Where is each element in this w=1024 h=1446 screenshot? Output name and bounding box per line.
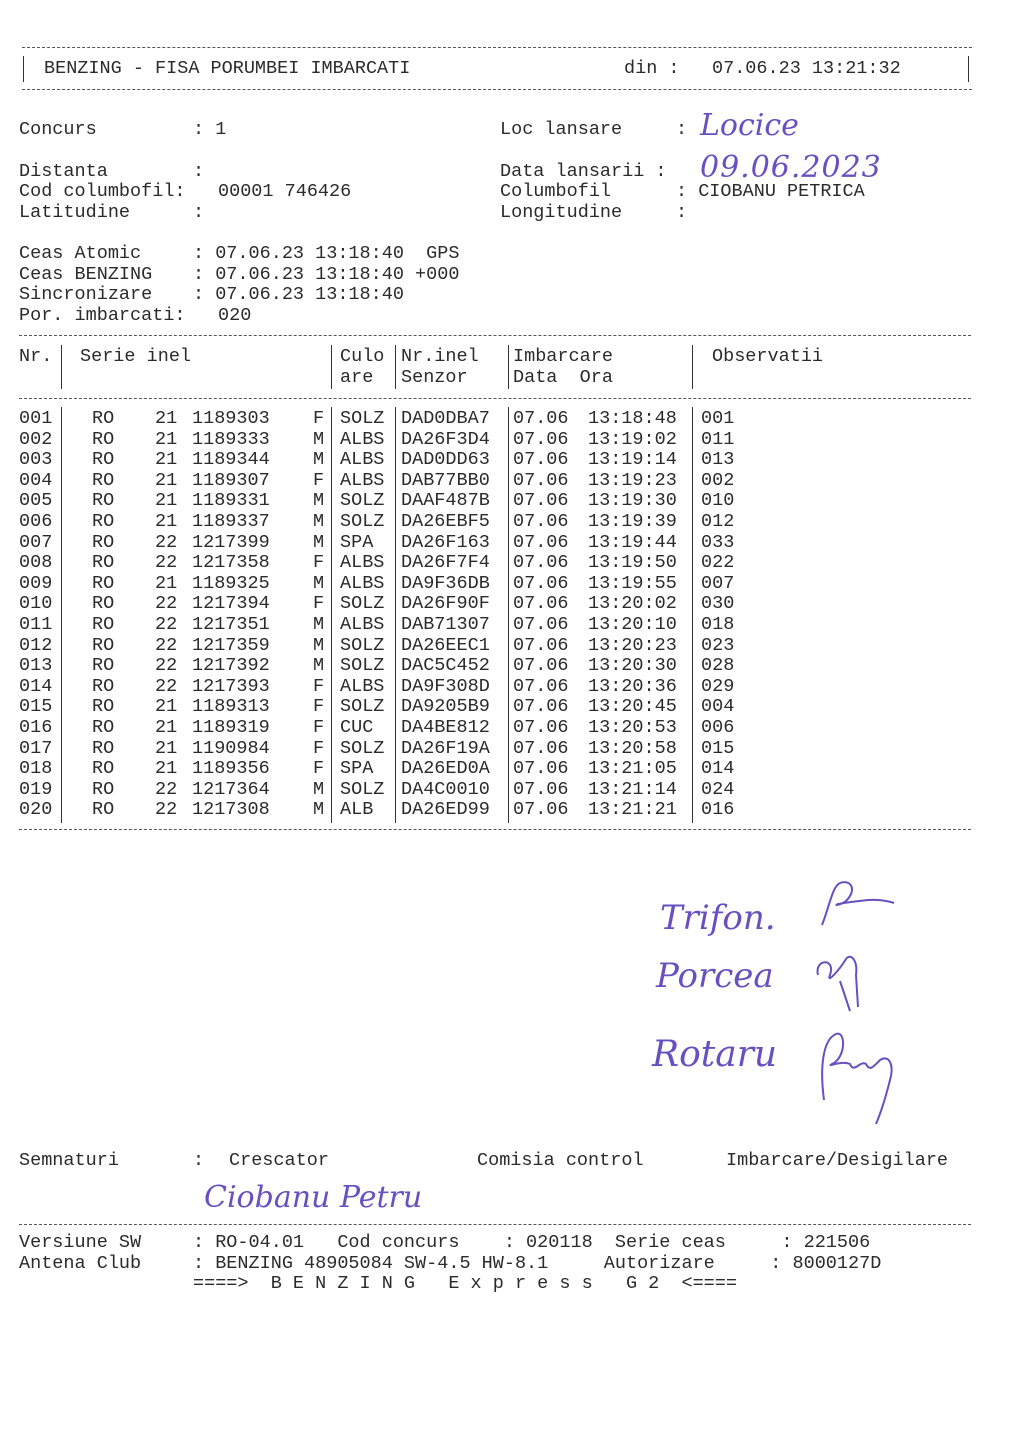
col-sep — [508, 407, 509, 823]
cell-date: 07.06 — [513, 758, 569, 780]
cell-date: 07.06 — [513, 778, 569, 800]
cell-ring: 1217359 — [192, 634, 270, 656]
cell-sex: F — [313, 717, 325, 738]
cell-date: 07.06 — [513, 655, 569, 677]
col-sep — [692, 345, 693, 389]
col-sep — [331, 407, 332, 823]
cell-sex: F — [313, 737, 325, 759]
imbarcare-desigilare-label: Imbarcare/Desigilare — [726, 1150, 949, 1171]
cell-obs: 004 — [701, 696, 735, 718]
cell-sex: M — [313, 799, 325, 821]
handwritten-name-3: Rotaru — [652, 1034, 778, 1075]
cell-ring: 1189307 — [192, 469, 270, 491]
col-sep — [395, 407, 396, 823]
cell-color: CUC — [340, 717, 374, 738]
cell-obs: 016 — [701, 799, 735, 821]
cell-obs: 033 — [701, 531, 735, 553]
cell-ring: 1189344 — [192, 449, 270, 471]
cell-obs: 001 — [701, 408, 735, 429]
cell-time: 13:20:58 — [588, 737, 677, 759]
cell-obs: 012 — [701, 511, 735, 532]
cell-nr: 018 — [19, 758, 53, 780]
cell-time: 13:19:44 — [588, 531, 677, 553]
cell-sex: M — [313, 634, 325, 656]
cell-sensor: DA26F163 — [401, 531, 490, 553]
cell-sex: F — [313, 675, 325, 697]
cell-country: RO — [92, 593, 115, 615]
signature-2 — [800, 945, 880, 1015]
signature-1 — [810, 875, 910, 935]
cell-time: 13:20:36 — [588, 675, 677, 697]
cell-obs: 011 — [701, 428, 735, 450]
cell-country: RO — [92, 737, 115, 759]
data-lansarii-handwritten: 09.06.2023 — [700, 150, 882, 185]
cod-columbofil-value: 00001 746426 — [218, 181, 352, 202]
cell-ring: 1217399 — [192, 531, 270, 553]
header-imbarcare-2: Data Ora — [513, 367, 613, 388]
cell-time: 13:19:55 — [588, 572, 677, 594]
cell-year: 22 — [155, 655, 178, 677]
cell-country: RO — [92, 799, 115, 821]
cell-sensor: DA26ED0A — [401, 758, 490, 780]
cell-country: RO — [92, 428, 115, 450]
longitudine-value: : — [676, 202, 688, 223]
cell-obs: 007 — [701, 572, 735, 594]
header-imbarcare-1: Imbarcare — [513, 346, 613, 367]
concurs-value: : 1 — [193, 119, 227, 140]
cell-ring: 1189319 — [192, 717, 270, 738]
cell-obs: 015 — [701, 737, 735, 759]
cell-ring: 1189303 — [192, 408, 270, 429]
cell-ring: 1189313 — [192, 696, 270, 718]
header-nr-inel-2: Senzor — [401, 367, 468, 388]
header-culoare-2: are — [340, 367, 374, 388]
cell-time: 13:20:23 — [588, 634, 677, 656]
cell-nr: 011 — [19, 614, 53, 635]
col-sep — [692, 407, 693, 823]
cell-ring: 1217308 — [192, 799, 270, 821]
cell-year: 21 — [155, 469, 178, 491]
header-serie-inel: Serie inel — [80, 346, 192, 367]
cell-obs: 006 — [701, 717, 735, 738]
cell-date: 07.06 — [513, 449, 569, 471]
cell-year: 21 — [155, 511, 178, 532]
cell-year: 21 — [155, 737, 178, 759]
crescator-label: Crescator — [229, 1150, 329, 1171]
cell-time: 13:19:02 — [588, 428, 677, 450]
cell-date: 07.06 — [513, 737, 569, 759]
cell-year: 21 — [155, 758, 178, 780]
cell-nr: 010 — [19, 593, 53, 615]
cell-nr: 008 — [19, 552, 53, 574]
cell-color: SOLZ — [340, 778, 385, 800]
cell-sex: F — [313, 469, 325, 491]
cell-obs: 018 — [701, 614, 735, 635]
cell-year: 22 — [155, 675, 178, 697]
cell-country: RO — [92, 614, 115, 635]
cell-country: RO — [92, 717, 115, 738]
handwritten-name-1: Trifon. — [660, 898, 776, 938]
cell-country: RO — [92, 449, 115, 471]
cell-sensor: DA4BE812 — [401, 717, 490, 738]
antena-label: Antena Club — [19, 1253, 142, 1274]
cell-year: 21 — [155, 490, 178, 512]
ceas-atomic-label: Ceas Atomic — [19, 243, 142, 264]
sincronizare-value: : 07.06.23 13:18:40 — [193, 284, 404, 305]
loc-lansare-handwritten: Locice — [700, 108, 799, 143]
cell-time: 13:20:45 — [588, 696, 677, 718]
cell-color: SOLZ — [340, 696, 385, 718]
cell-date: 07.06 — [513, 428, 569, 450]
header-nr-inel-1: Nr.inel — [401, 346, 479, 367]
cell-nr: 014 — [19, 675, 53, 697]
loc-lansare-label: Loc lansare — [500, 119, 623, 140]
cell-sex: M — [313, 614, 325, 635]
loc-lansare-sep: : — [676, 119, 688, 140]
cell-color: SOLZ — [340, 593, 385, 615]
cell-country: RO — [92, 531, 115, 553]
cell-ring: 1217394 — [192, 593, 270, 615]
cell-sensor: DA26EEC1 — [401, 634, 490, 656]
cell-sex: M — [313, 572, 325, 594]
cell-sex: F — [313, 408, 325, 429]
cell-date: 07.06 — [513, 469, 569, 491]
concurs-label: Concurs — [19, 119, 97, 140]
header-left-border — [23, 56, 24, 82]
cell-sensor: DA26F7F4 — [401, 552, 490, 574]
cell-obs: 014 — [701, 758, 735, 780]
header-nr: Nr. — [19, 346, 53, 367]
cell-color: SOLZ — [340, 408, 385, 429]
por-imbarcati-value: 020 — [218, 305, 252, 326]
cell-sex: F — [313, 552, 325, 574]
cod-columbofil-label: Cod columbofil: — [19, 181, 186, 202]
ceas-atomic-value: : 07.06.23 13:18:40 GPS — [193, 243, 460, 264]
semnaturi-label: Semnaturi — [19, 1150, 119, 1171]
ceas-benzing-value: : 07.06.23 13:18:40 +000 — [193, 264, 460, 285]
document-title: BENZING - FISA PORUMBEI IMBARCATI — [44, 58, 411, 79]
crescator-signature: Ciobanu Petru — [204, 1180, 423, 1215]
cell-country: RO — [92, 634, 115, 656]
cell-obs: 030 — [701, 593, 735, 615]
cell-time: 13:21:21 — [588, 799, 677, 821]
header-bottom-border — [22, 89, 972, 90]
por-imbarcati-label: Por. imbarcati: — [19, 305, 186, 326]
antena-value: : BENZING 48905084 SW-4.5 HW-8.1 Autorizare : 8000127D — [193, 1253, 882, 1274]
cell-sensor: DAB77BB0 — [401, 469, 490, 491]
cell-time: 13:18:48 — [588, 408, 677, 429]
cell-date: 07.06 — [513, 572, 569, 594]
cell-color: ALBS — [340, 552, 385, 574]
cell-obs: 013 — [701, 449, 735, 471]
cell-year: 22 — [155, 778, 178, 800]
cell-date: 07.06 — [513, 634, 569, 656]
cell-nr: 015 — [19, 696, 53, 718]
cell-time: 13:19:30 — [588, 490, 677, 512]
cell-date: 07.06 — [513, 593, 569, 615]
cell-sex: F — [313, 758, 325, 780]
cell-sensor: DA26F19A — [401, 737, 490, 759]
cell-date: 07.06 — [513, 675, 569, 697]
cell-country: RO — [92, 490, 115, 512]
cell-year: 21 — [155, 717, 178, 738]
cell-time: 13:21:14 — [588, 778, 677, 800]
cell-date: 07.06 — [513, 717, 569, 738]
header-top-border — [22, 47, 972, 48]
ceas-benzing-label: Ceas BENZING — [19, 264, 153, 285]
cell-year: 21 — [155, 428, 178, 450]
cell-nr: 017 — [19, 737, 53, 759]
col-sep — [61, 407, 62, 823]
cell-ring: 1189331 — [192, 490, 270, 512]
distanta-value: : — [193, 161, 205, 182]
columbofil-label: Columbofil — [500, 181, 612, 202]
cell-date: 07.06 — [513, 696, 569, 718]
cell-year: 21 — [155, 696, 178, 718]
cell-nr: 004 — [19, 469, 53, 491]
header-right-border — [968, 56, 969, 82]
cell-year: 22 — [155, 531, 178, 553]
cell-country: RO — [92, 675, 115, 697]
cell-time: 13:19:39 — [588, 511, 677, 532]
cell-obs: 022 — [701, 552, 735, 574]
cell-year: 22 — [155, 634, 178, 656]
cell-color: SPA — [340, 531, 374, 553]
cell-color: ALBS — [340, 449, 385, 471]
cell-time: 13:20:30 — [588, 655, 677, 677]
cell-sensor: DA4C0010 — [401, 778, 490, 800]
columbofil-value: : CIOBANU PETRICA — [676, 181, 865, 202]
cell-time: 13:20:53 — [588, 717, 677, 738]
cell-obs: 028 — [701, 655, 735, 677]
handwritten-name-2: Porcea — [656, 956, 774, 996]
cell-time: 13:19:23 — [588, 469, 677, 491]
cell-sensor: DA26F90F — [401, 593, 490, 615]
cell-year: 21 — [155, 572, 178, 594]
header-culoare-1: Culo — [340, 346, 385, 367]
col-sep — [331, 345, 332, 389]
cell-country: RO — [92, 511, 115, 532]
cell-color: ALBS — [340, 428, 385, 450]
cell-date: 07.06 — [513, 490, 569, 512]
header-date-label: din : — [624, 58, 680, 79]
cell-year: 21 — [155, 449, 178, 471]
footer-separator — [19, 1224, 971, 1225]
cell-date: 07.06 — [513, 614, 569, 635]
cell-date: 07.06 — [513, 408, 569, 429]
header-observatii: Observatii — [712, 346, 824, 367]
cell-sensor: DA9205B9 — [401, 696, 490, 718]
cell-nr: 002 — [19, 428, 53, 450]
cell-sex: F — [313, 593, 325, 615]
cell-color: SPA — [340, 758, 374, 780]
col-sep — [508, 345, 509, 389]
cell-nr: 005 — [19, 490, 53, 512]
cell-sex: M — [313, 490, 325, 512]
cell-color: SOLZ — [340, 490, 385, 512]
cell-color: ALBS — [340, 614, 385, 635]
cell-ring: 1189337 — [192, 511, 270, 532]
cell-ring: 1189356 — [192, 758, 270, 780]
cell-sex: M — [313, 778, 325, 800]
cell-date: 07.06 — [513, 531, 569, 553]
cell-color: SOLZ — [340, 737, 385, 759]
cell-sensor: DA26ED99 — [401, 799, 490, 821]
cell-time: 13:20:02 — [588, 593, 677, 615]
latitudine-label: Latitudine — [19, 202, 131, 223]
cell-ring: 1189325 — [192, 572, 270, 594]
cell-sensor: DA9F308D — [401, 675, 490, 697]
cell-nr: 020 — [19, 799, 53, 821]
longitudine-label: Longitudine — [500, 202, 623, 223]
cell-ring: 1217358 — [192, 552, 270, 574]
cell-time: 13:19:14 — [588, 449, 677, 471]
sincronizare-label: Sincronizare — [19, 284, 153, 305]
cell-date: 07.06 — [513, 552, 569, 574]
cell-sensor: DAC5C452 — [401, 655, 490, 677]
cell-nr: 003 — [19, 449, 53, 471]
cell-country: RO — [92, 552, 115, 574]
data-lansarii-label: Data lansarii : — [500, 161, 667, 182]
cell-ring: 1217364 — [192, 778, 270, 800]
cell-nr: 019 — [19, 778, 53, 800]
cell-time: 13:20:10 — [588, 614, 677, 635]
cell-obs: 024 — [701, 778, 735, 800]
cell-sex: F — [313, 696, 325, 718]
cell-country: RO — [92, 469, 115, 491]
cell-sensor: DAD0DD63 — [401, 449, 490, 471]
cell-country: RO — [92, 758, 115, 780]
cell-sex: M — [313, 511, 325, 532]
cell-sensor: DAAF487B — [401, 490, 490, 512]
cell-nr: 013 — [19, 655, 53, 677]
distanta-label: Distanta — [19, 161, 108, 182]
cell-ring: 1190984 — [192, 737, 270, 759]
cell-year: 22 — [155, 799, 178, 821]
cell-sex: M — [313, 655, 325, 677]
cell-color: SOLZ — [340, 511, 385, 532]
col-sep — [61, 345, 62, 389]
cell-year: 22 — [155, 552, 178, 574]
cell-time: 13:21:05 — [588, 758, 677, 780]
cell-sensor: DA9F36DB — [401, 572, 490, 594]
cell-nr: 007 — [19, 531, 53, 553]
versiune-label: Versiune SW — [19, 1232, 142, 1253]
cell-sensor: DAD0DBA7 — [401, 408, 490, 429]
cell-country: RO — [92, 655, 115, 677]
table-header-separator — [19, 398, 971, 399]
cell-sensor: DA26F3D4 — [401, 428, 490, 450]
cell-color: ALBS — [340, 469, 385, 491]
cell-nr: 001 — [19, 408, 53, 429]
cell-country: RO — [92, 778, 115, 800]
benzing-banner: ====> B E N Z I N G E x p r e s s G 2 <==== — [193, 1273, 737, 1294]
cell-date: 07.06 — [513, 511, 569, 532]
cell-sensor: DAB71307 — [401, 614, 490, 635]
signature-3 — [810, 1020, 910, 1130]
cell-sex: M — [313, 449, 325, 471]
cell-country: RO — [92, 696, 115, 718]
cell-date: 07.06 — [513, 799, 569, 821]
cell-obs: 010 — [701, 490, 735, 512]
cell-ring: 1217351 — [192, 614, 270, 635]
cell-color: ALBS — [340, 572, 385, 594]
cell-nr: 016 — [19, 717, 53, 738]
cell-country: RO — [92, 408, 115, 429]
cell-year: 22 — [155, 614, 178, 635]
header-date-value: 07.06.23 13:21:32 — [712, 58, 901, 79]
cell-obs: 029 — [701, 675, 735, 697]
cell-nr: 009 — [19, 572, 53, 594]
cell-color: ALB — [340, 799, 374, 821]
cell-nr: 006 — [19, 511, 53, 532]
cell-color: SOLZ — [340, 634, 385, 656]
cell-year: 21 — [155, 408, 178, 429]
table-top-border — [19, 335, 971, 336]
versiune-value: : RO-04.01 Cod concurs : 020118 Serie ceas : 221506 — [193, 1232, 871, 1253]
cell-ring: 1217393 — [192, 675, 270, 697]
cell-obs: 023 — [701, 634, 735, 656]
cell-time: 13:19:50 — [588, 552, 677, 574]
cell-country: RO — [92, 572, 115, 594]
cell-ring: 1217392 — [192, 655, 270, 677]
comisia-control-label: Comisia control — [477, 1150, 644, 1171]
cell-color: SOLZ — [340, 655, 385, 677]
cell-sensor: DA26EBF5 — [401, 511, 490, 532]
cell-color: ALBS — [340, 675, 385, 697]
cell-ring: 1189333 — [192, 428, 270, 450]
cell-obs: 002 — [701, 469, 735, 491]
table-bottom-border — [19, 829, 971, 830]
cell-sex: M — [313, 428, 325, 450]
cell-sex: M — [313, 531, 325, 553]
cell-nr: 012 — [19, 634, 53, 656]
cell-year: 22 — [155, 593, 178, 615]
col-sep — [395, 345, 396, 389]
latitudine-value: : — [193, 202, 205, 223]
semnaturi-sep: : — [193, 1150, 205, 1171]
